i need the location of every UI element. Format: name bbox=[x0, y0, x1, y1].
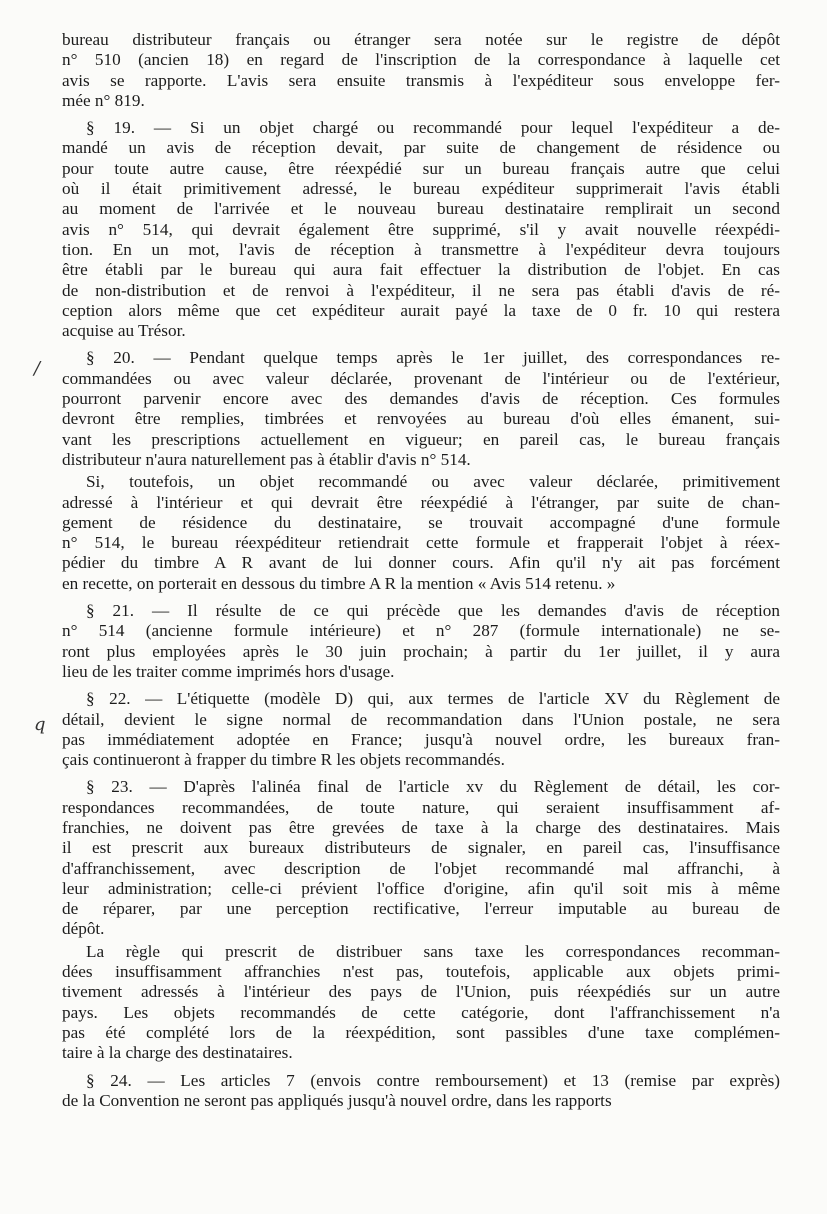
text-line: avis n° 514, qui devrait également être supprimé, s'il y avait nouvelle réexpédi- bbox=[62, 219, 780, 239]
paragraph-section-23 bbox=[62, 777, 780, 939]
text-line: dépôt. bbox=[62, 919, 105, 939]
paragraph-section-20-continued bbox=[62, 472, 780, 594]
paragraph-continuation bbox=[62, 30, 780, 111]
margin-annotation: / bbox=[34, 358, 41, 379]
text-line: il est prescrit aux bureaux distributeurs de signaler, en pareil cas, l'insuffisance bbox=[62, 838, 780, 858]
text-line: mandé un avis de réception devait, par suite de changement de résidence ou bbox=[62, 138, 780, 158]
text-line: bureau distributeur français ou étranger sera notée sur le registre de dépôt bbox=[62, 30, 780, 49]
text-line: vant les prescriptions actuellement en vigueur; en pareil cas, le bureau français bbox=[62, 429, 780, 449]
text-line: franchies, ne doivent pas être grevées de taxe à la charge des destinataires. Mais bbox=[62, 817, 780, 837]
text-line: çais continueront à frapper du timbre R les objets recommandés. bbox=[62, 750, 505, 770]
text-line: pays. Les objets recommandés de cette catégorie, dont l'affranchissement n'a bbox=[62, 1002, 780, 1022]
text-line: pas été complété lors de la réexpédition, sont passibles d'une taxe complémen- bbox=[62, 1022, 780, 1042]
text-line: de la Convention ne seront pas appliqués jusqu'à nouvel ordre, dans les rapports bbox=[62, 1090, 612, 1110]
text-line: commandées ou avec valeur déclarée, provenant de l'intérieur ou de l'extérieur, bbox=[62, 368, 780, 388]
text-line: § 21. — Il résulte de ce qui précède que les demandes d'avis de réception bbox=[86, 601, 780, 621]
text-line: gement de résidence du destinataire, se trouvait accompagné d'une formule bbox=[62, 512, 780, 532]
text-line: tivement adressés à l'intérieur des pays de l'Union, puis réexpédiés sur un autre bbox=[62, 982, 780, 1002]
text-line: pourront parvenir encore avec des demandes d'avis de réception. Ces formules bbox=[62, 389, 780, 409]
text-line: lieu de les traiter comme imprimés hors d'usage. bbox=[62, 661, 395, 681]
paragraph-section-23-continued bbox=[62, 942, 780, 1064]
text-line: de réparer, par une perception rectificative, l'erreur imputable au bureau de bbox=[62, 899, 780, 919]
text-line: n° 510 (ancien 18) en regard de l'inscription de la correspondance à laquelle cet bbox=[62, 50, 780, 70]
text-line: d'affranchissement, avec description de l'objet recommandé mal affranchi, à bbox=[62, 858, 780, 878]
text-line: § 24. — Les articles 7 (envois contre remboursement) et 13 (remise par exprès) bbox=[86, 1070, 780, 1090]
text-line: distributeur n'aura naturellement pas à établir d'avis n° 514. bbox=[62, 449, 471, 469]
text-line: adressé à l'intérieur et qui devrait être réexpédié à l'étranger, par suite de chan- bbox=[62, 492, 780, 512]
text-line: taire à la charge des destinataires. bbox=[62, 1043, 293, 1063]
text-line: pas immédiatement adoptée en France; jusqu'à nouvel ordre, les bureaux fran- bbox=[62, 729, 780, 749]
text-line: n° 514 (ancienne formule intérieure) et n° 287 (formule internationale) ne se- bbox=[62, 621, 780, 641]
text-line: ception alors même que cet expéditeur aurait payé la taxe de 0 fr. 10 qui restera bbox=[62, 300, 780, 320]
paragraph-section-20 bbox=[62, 348, 780, 470]
text-line: acquise au Trésor. bbox=[62, 321, 186, 341]
text-line: La règle qui prescrit de distribuer sans taxe les correspondances recomman- bbox=[86, 941, 780, 961]
text-line: où il était primitivement adressé, le bureau expéditeur supprimerait l'avis établi bbox=[62, 179, 780, 199]
text-line: n° 514, le bureau réexpéditeur retiendrait cette formule et frapperait l'objet à réex- bbox=[62, 533, 780, 553]
text-line: être établi par le bureau qui aura fait effectuer la distribution de l'objet. En cas bbox=[62, 260, 780, 280]
text-line: tion. En un mot, l'avis de réception à transmettre à l'expéditeur devra toujours bbox=[62, 239, 780, 259]
text-line: devront être remplies, timbrées et renvoyées au bureau d'où elles émanent, sui- bbox=[62, 409, 780, 429]
paragraph-section-22 bbox=[62, 689, 780, 770]
text-line: § 23. — D'après l'alinéa final de l'article xv du Règlement de détail, les cor- bbox=[86, 777, 780, 797]
text-line: dées insuffisamment affranchies n'est pas, toutefois, applicable aux objets primi- bbox=[62, 962, 780, 982]
text-line: au moment de l'arrivée et le nouveau bureau destinataire remplirait un second bbox=[62, 199, 780, 219]
text-line: détail, devient le signe normal de recommandation dans l'Union postale, ne sera bbox=[62, 709, 780, 729]
document-body bbox=[62, 30, 780, 1111]
text-line: ront plus employées après le 30 juin prochain; à partir du 1er juillet, il y aura bbox=[62, 641, 780, 661]
text-line: avis se rapporte. L'avis sera ensuite transmis à l'expéditeur sous enveloppe fer- bbox=[62, 70, 780, 90]
text-line: mée n° 819. bbox=[62, 90, 145, 110]
paragraph-section-19 bbox=[62, 118, 780, 341]
paragraph-section-24 bbox=[62, 1071, 780, 1112]
text-line: leur administration; celle-ci prévient l'office d'origine, afin qu'il soit mis à même bbox=[62, 878, 780, 898]
paragraph-section-21 bbox=[62, 601, 780, 682]
text-line: pédier du timbre A R avant de lui donner cours. Afin qu'il n'y ait pas forcément bbox=[62, 553, 780, 573]
text-line: Si, toutefois, un objet recommandé ou avec valeur déclarée, primitivement bbox=[86, 472, 780, 492]
text-line: § 22. — L'étiquette (modèle D) qui, aux termes de l'article XV du Règlement de bbox=[86, 689, 780, 709]
text-line: pour toute autre cause, être réexpédié sur un bureau français autre que celui bbox=[62, 158, 780, 178]
text-line: en recette, on porterait en dessous du timbre A R la mention « Avis 514 retenu. » bbox=[62, 573, 616, 593]
text-line: de non-distribution et de renvoi à l'expéditeur, il ne sera pas établi d'avis de ré- bbox=[62, 280, 780, 300]
margin-annotation: q bbox=[34, 714, 46, 735]
text-line: respondances recommandées, de toute nature, qui seraient insuffisamment af- bbox=[62, 797, 780, 817]
text-line: § 20. — Pendant quelque temps après le 1er juillet, des correspondances re- bbox=[86, 348, 780, 368]
text-line: § 19. — Si un objet chargé ou recommandé pour lequel l'expéditeur a de- bbox=[86, 118, 780, 138]
